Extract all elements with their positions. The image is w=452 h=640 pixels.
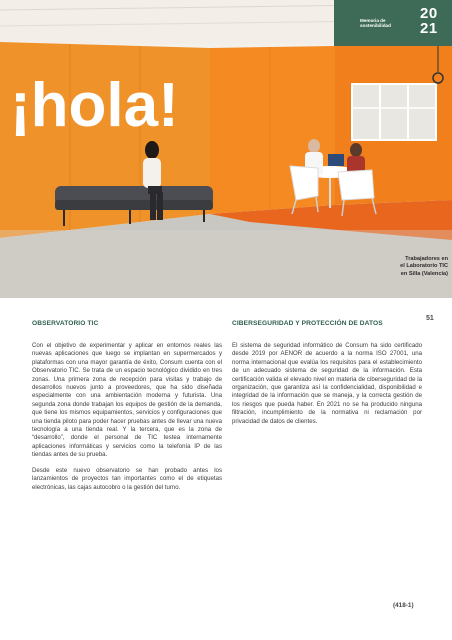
badge-year-bottom: 21 — [420, 20, 438, 37]
monitor — [328, 154, 344, 166]
wall-greeting: ¡hola! — [10, 71, 179, 140]
paragraph: Con el objetivo de experimentar y aplicar en entornos reales las nuevas aplicaciones que luego se implantan en supermercados y plataformas con una mayor garantía de éxito, Consum cuenta con el Observatorio TIC. Se trata de un espacio tecnológico dividido en tres zonas. Una primera zona de recepción para visitas y trabajo de desarrollos nuevos junto a proveedores, que ha sido diseñada especialmente con una ambientación moderna y futurista. Una segunda zona donde trabajan los equipos de gestión de la demanda, que tiene los mismos equipamientos, servicios y configuraciones que una tienda piloto para poder hacer pruebas antes de llevar una nueva tecnología a una tienda real. Y la tercera, que es la zona de “desarrollo”, donde el personal de TIC testea internamente aplicaciones informáticas y servicios como la telefonía IP de las tiendas antes de su prueba. — [32, 342, 222, 459]
section-heading-observatorio: OBSERVATORIO TIC — [32, 320, 99, 327]
page-number: 51 — [426, 315, 434, 322]
chair-right — [338, 170, 374, 200]
person-woman-bench — [145, 141, 159, 159]
caption-line: en Silla (Valencia) — [400, 270, 448, 277]
column-observatorio — [32, 320, 222, 492]
badge-year — [420, 6, 446, 36]
caption-line: el Laboratorio TIC — [400, 263, 448, 270]
report-badge — [334, 0, 452, 46]
section-heading-ciberseguridad: CIBERSEGURIDAD Y PROTECCIÓN DE DATOS — [232, 320, 383, 327]
photo-caption — [352, 256, 448, 278]
badge-year-top: 20 — [420, 5, 438, 22]
person-man — [308, 139, 320, 153]
person-woman-table — [350, 143, 362, 157]
caption-line: Trabajadores en — [405, 256, 448, 262]
badge-label: Memoria de sostenibilidad — [360, 18, 391, 29]
paragraph: Desde este nuevo observatorio se han probado antes los lanzamientos de proyectos tan importantes como el de etiquetas electrónicas, las cajas autocobro o la gestión del turno. — [32, 466, 222, 491]
window — [352, 84, 436, 140]
paragraph: El sistema de seguridad informático de Consum ha sido certificado desde 2019 por AENOR de acuerdo a la norma ISO 27001, una norma internacional que evalúa los requisitos para el establecimiento de un adecuado sistema de seguridad de la información. Esta certificación valida el elevado nivel en materia de ciberseguridad de la organización, que garantiza así la confidencialidad, disponibilidad e integridad de la información que se maneja, y la correcta gestión de los riesgos que pueda haber. En 2021 no se ha producido ninguna filtración, incumplimiento de la normativa ni reclamación por privacidad de datos de clientes. — [232, 342, 422, 425]
gri-reference: (418-1) — [393, 602, 414, 609]
column-ciberseguridad — [232, 320, 422, 426]
